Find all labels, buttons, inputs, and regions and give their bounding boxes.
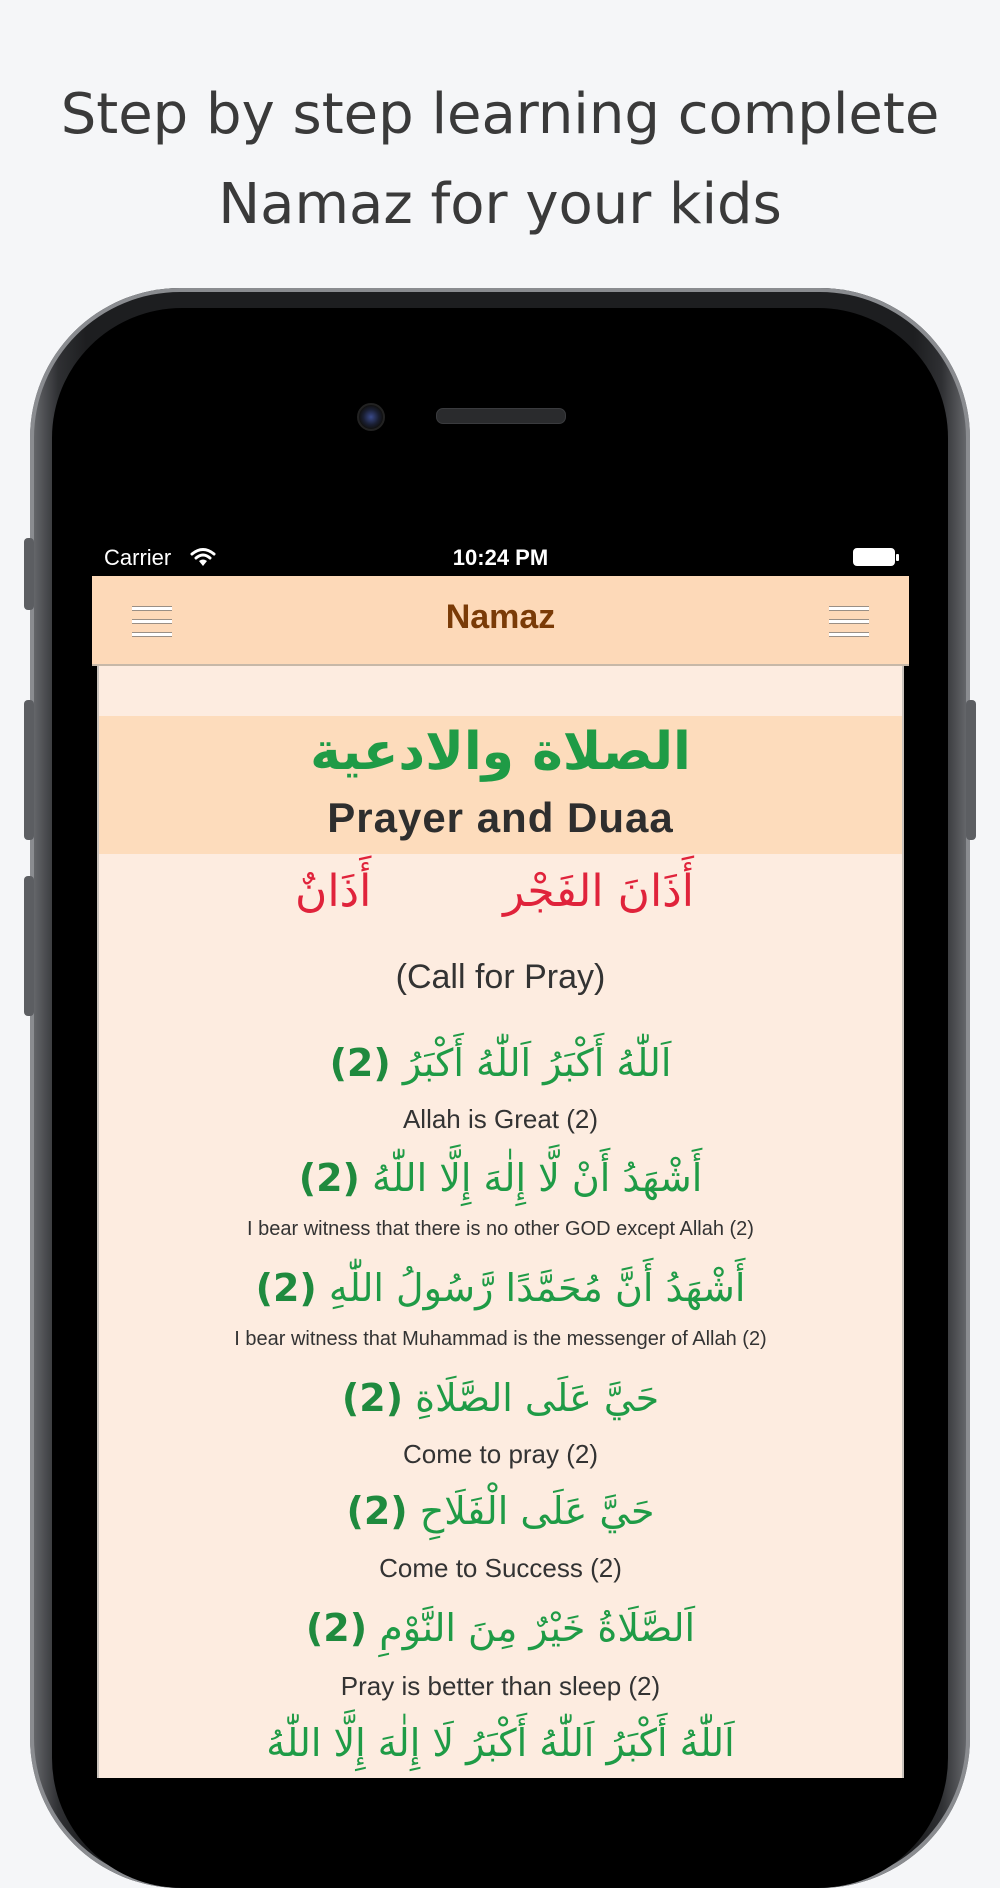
nav-title: Namaz bbox=[445, 598, 556, 636]
list-item: I bear witness that there is no other GOD except Allah (2) bbox=[247, 1218, 754, 1240]
list-item: I bear witness that Muhammad is the messenger of Allah (2) bbox=[234, 1328, 767, 1350]
adhan-word-arabic: أَذَانٌ bbox=[295, 866, 372, 917]
front-camera bbox=[357, 403, 385, 431]
list-item: Allah is Great (2) bbox=[402, 1104, 599, 1134]
battery-icon bbox=[853, 548, 895, 566]
status-time: 10:24 PM bbox=[452, 545, 549, 570]
list-item: (2) حَيَّ عَلَى الصَّلَاةِ bbox=[341, 1376, 660, 1420]
headline bbox=[0, 70, 1000, 250]
list-item: (2) اَللّٰهُ أَكْبَرُ اَللّٰهُ أَكْبَرُ bbox=[329, 1041, 672, 1085]
headline-line-2: Namaz for your kids bbox=[218, 172, 782, 237]
arabic-title: الصلاة والادعية bbox=[310, 722, 691, 782]
mute-switch bbox=[24, 538, 34, 610]
list-item: Come to Success (2) bbox=[379, 1553, 622, 1583]
list-item: Pray is better than sleep (2) bbox=[340, 1671, 661, 1701]
list-item: (2) أَشْهَدُ أَنْ لَّا إِلٰهَ إِلَّا اللّٰهُ bbox=[298, 1156, 703, 1200]
navigation-bar bbox=[92, 576, 909, 666]
title-banner bbox=[99, 716, 902, 854]
adhan-fajr-arabic: أَذَانَ الفَجْر bbox=[503, 866, 694, 917]
volume-down-button bbox=[24, 876, 34, 1016]
volume-up-button bbox=[24, 700, 34, 840]
list-item: (2) حَيَّ عَلَى الْفَلَاحِ bbox=[346, 1489, 655, 1533]
phone-screen bbox=[92, 540, 909, 1778]
list-item: (2) اَلصَّلَاةُ خَيْرٌ مِنَ النَّوْمِ bbox=[305, 1606, 696, 1650]
list-item: Come to pray (2) bbox=[402, 1439, 599, 1469]
adhan-arabic bbox=[99, 866, 902, 936]
status-bar bbox=[92, 540, 909, 576]
right-menu-icon[interactable] bbox=[829, 606, 869, 634]
prayer-content[interactable] bbox=[97, 666, 904, 1778]
english-title: Prayer and Duaa bbox=[327, 794, 674, 841]
headline-line-1: Step by step learning complete bbox=[60, 82, 940, 147]
list-item: (2) أَشْهَدُ أَنَّ مُحَمَّدًا رَّسُولُ اللّٰهِ bbox=[255, 1266, 746, 1310]
power-button bbox=[966, 700, 976, 840]
carrier-label: Carrier bbox=[104, 545, 172, 570]
earpiece-speaker bbox=[436, 408, 566, 424]
adhan-english: (Call for Pray) bbox=[395, 958, 606, 996]
list-item: اَللّٰهُ أَكْبَرُ اَللّٰهُ أَكْبَرُ لَا إِلٰهَ إِلَّا اللّٰهُ bbox=[266, 1721, 735, 1765]
